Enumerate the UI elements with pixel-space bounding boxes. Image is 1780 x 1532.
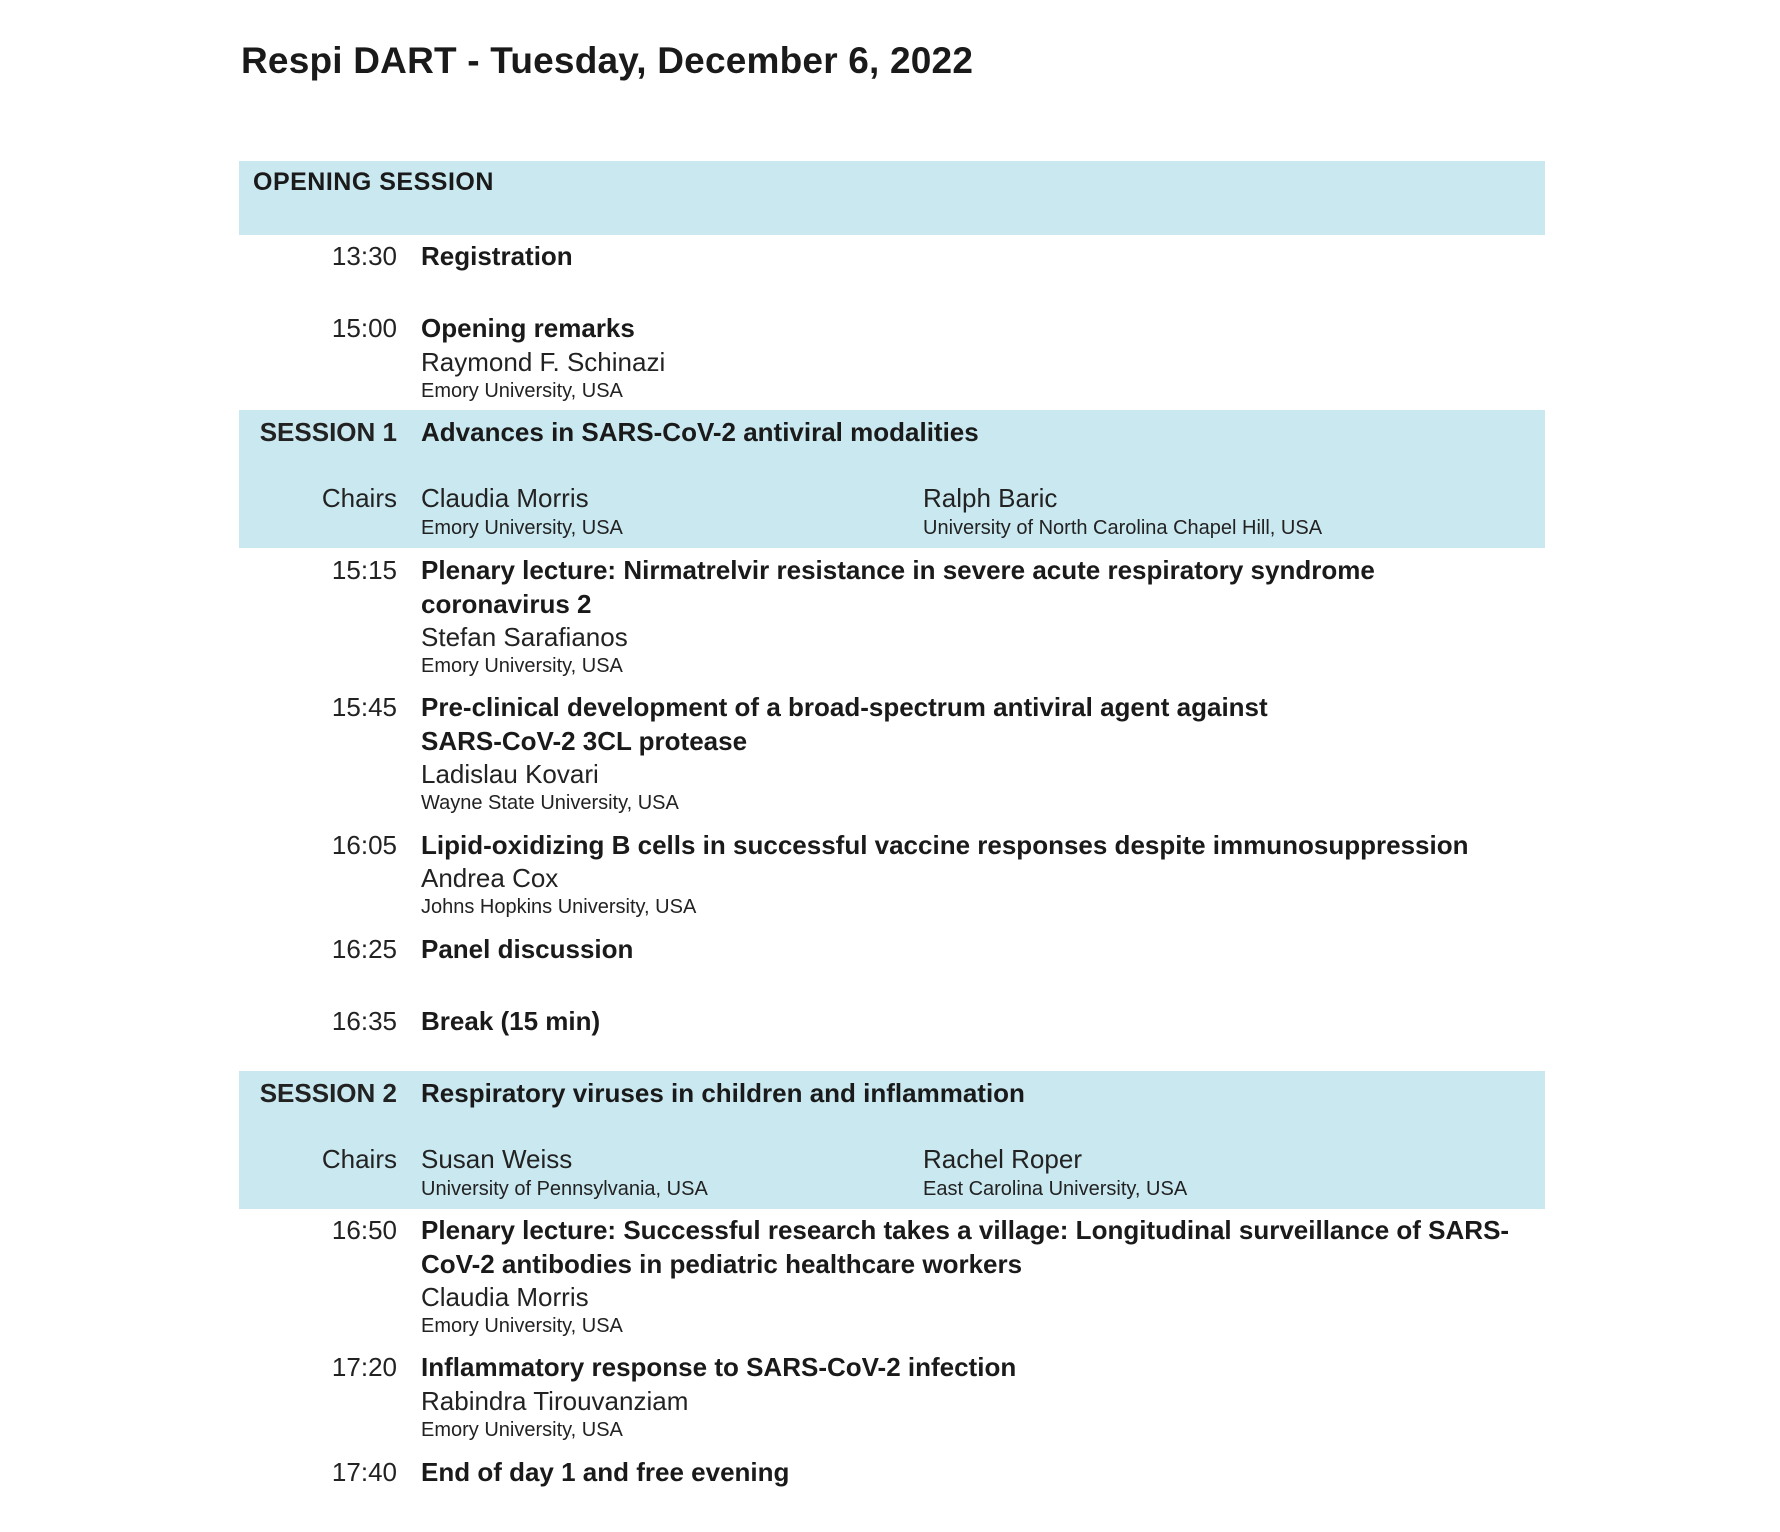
session2-chairs-label: Chairs	[321, 1144, 397, 1174]
speaker-name: Andrea Cox	[421, 863, 559, 893]
session2-title: Respiratory viruses in children and inflammation	[421, 1078, 1025, 1108]
session1-title: Advances in SARS-CoV-2 antiviral modalities	[421, 417, 979, 447]
opening-session-label: OPENING SESSION	[253, 168, 494, 196]
item-time: 16:25	[331, 934, 397, 964]
item-time: 17:40	[331, 1457, 397, 1487]
speaker-affiliation: Emory University, USA	[421, 655, 623, 677]
item-title: Inflammatory response to SARS-CoV-2 infection	[421, 1352, 1017, 1382]
item-title-cont: coronavirus 2	[421, 589, 592, 619]
session1-chairs-label: Chairs	[321, 483, 397, 513]
speaker-name: Rabindra Tirouvanziam	[421, 1386, 689, 1416]
session2-label: SESSION 2	[259, 1078, 397, 1108]
page-title: Respi DART - Tuesday, December 6, 2022	[241, 40, 974, 81]
speaker-affiliation: Emory University, USA	[421, 380, 623, 402]
speaker-affiliation: Emory University, USA	[421, 1315, 623, 1337]
item-title: Panel discussion	[421, 934, 634, 964]
chair-affiliation: East Carolina University, USA	[923, 1178, 1188, 1200]
item-time: 16:50	[331, 1215, 397, 1245]
item-time: 16:35	[331, 1006, 397, 1036]
item-title: Registration	[421, 241, 573, 271]
item-time: 15:45	[331, 692, 397, 722]
item-title: Lipid-oxidizing B cells in successful vaccine responses despite immunosuppression	[421, 830, 1469, 860]
speaker-affiliation: Emory University, USA	[421, 1419, 623, 1441]
chair-name: Claudia Morris	[421, 483, 589, 513]
item-time: 13:30	[331, 241, 397, 271]
speaker-affiliation: Johns Hopkins University, USA	[421, 896, 697, 918]
item-title: Plenary lecture: Nirmatrelvir resistance in severe acute respiratory syndrome	[421, 555, 1375, 585]
item-title: Opening remarks	[421, 313, 635, 343]
speaker-name: Ladislau Kovari	[421, 759, 599, 789]
item-time: 16:05	[331, 830, 397, 860]
chair-affiliation: Emory University, USA	[421, 517, 623, 539]
item-title: End of day 1 and free evening	[421, 1457, 790, 1487]
session1-label: SESSION 1	[259, 417, 397, 447]
speaker-affiliation: Wayne State University, USA	[421, 792, 679, 814]
item-time: 15:00	[331, 313, 397, 343]
chair-name: Ralph Baric	[923, 483, 1058, 513]
chair-name: Susan Weiss	[421, 1144, 573, 1174]
chair-affiliation: University of Pennsylvania, USA	[421, 1178, 708, 1200]
item-title: Break (15 min)	[421, 1006, 601, 1036]
item-time: 17:20	[331, 1352, 397, 1382]
item-time: 15:15	[331, 555, 397, 585]
chair-name: Rachel Roper	[923, 1144, 1082, 1174]
chair-affiliation: University of North Carolina Chapel Hill, USA	[923, 517, 1323, 539]
item-title: Pre-clinical development of a broad-spectrum antiviral agent against	[421, 692, 1268, 722]
item-title-cont: CoV-2 antibodies in pediatric healthcare workers	[421, 1249, 1023, 1279]
speaker-name: Stefan Sarafianos	[421, 622, 628, 652]
speaker-name: Claudia Morris	[421, 1282, 589, 1312]
speaker-name: Raymond F. Schinazi	[421, 347, 666, 377]
item-title: Plenary lecture: Successful research takes a village: Longitudinal surveillance of SARS-	[421, 1215, 1510, 1245]
item-title-cont: SARS-CoV-2 3CL protease	[421, 726, 748, 756]
